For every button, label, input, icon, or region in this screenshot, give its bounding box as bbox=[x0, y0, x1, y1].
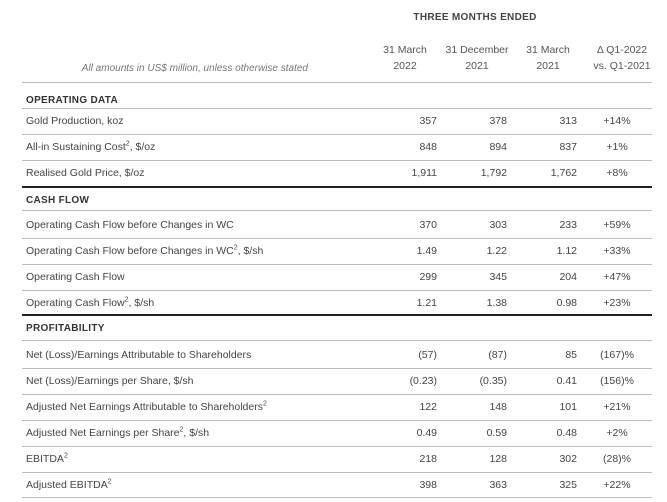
value-q1-2022: 1,911 bbox=[411, 167, 437, 179]
value-q4-2021: 0.59 bbox=[486, 427, 507, 439]
row-label-suffix: , $/sh bbox=[237, 245, 264, 257]
value-q1-2022: 299 bbox=[419, 271, 437, 283]
value-q1-2021: 85 bbox=[565, 349, 577, 361]
value-q1-2021: 313 bbox=[559, 115, 577, 127]
row-label-text: Adjusted Net Earnings per Share bbox=[26, 427, 180, 439]
value-q1-2022: (0.23) bbox=[409, 375, 437, 387]
row-label bbox=[26, 401, 267, 413]
row-label-text: Realised Gold Price, $/oz bbox=[26, 167, 145, 179]
value-q1-2021: 302 bbox=[559, 453, 577, 465]
value-change: (156)% bbox=[600, 375, 634, 387]
value-q1-2022: (57) bbox=[418, 349, 437, 361]
row-label-text: Gold Production, koz bbox=[26, 115, 124, 127]
value-change: +2% bbox=[606, 427, 628, 439]
units-note: All amounts in US$ million, unless otherwise stated bbox=[81, 63, 308, 74]
value-q4-2021: 378 bbox=[489, 115, 507, 127]
value-q4-2021: (87) bbox=[488, 349, 507, 361]
footnote-marker: 2 bbox=[179, 426, 184, 434]
row-label bbox=[26, 297, 154, 309]
table-row bbox=[22, 134, 652, 160]
table-row bbox=[22, 342, 652, 368]
value-q1-2021: 325 bbox=[559, 479, 577, 491]
value-q4-2021: 148 bbox=[489, 401, 507, 413]
footnote-marker: 2 bbox=[63, 452, 68, 460]
row-label-text: Adjusted Net Earnings Attributable to Shareholders bbox=[26, 401, 263, 413]
footnote-marker: 2 bbox=[233, 244, 238, 252]
row-label bbox=[26, 141, 155, 153]
column-header-line1: 31 March bbox=[526, 44, 570, 56]
table-row bbox=[22, 160, 652, 186]
value-change: +21% bbox=[603, 401, 631, 413]
row-label bbox=[26, 219, 234, 231]
row-label-text: Adjusted EBITDA bbox=[26, 479, 108, 491]
section-title: CASH FLOW bbox=[26, 195, 90, 206]
row-label-text: Operating Cash Flow before Changes in WC bbox=[26, 219, 234, 231]
column-header-line2: 2022 bbox=[393, 60, 417, 72]
footnote-marker: 2 bbox=[124, 296, 129, 304]
value-q4-2021: 363 bbox=[489, 479, 507, 491]
value-q4-2021: 1,792 bbox=[480, 167, 507, 179]
column-header-line2: 2021 bbox=[465, 60, 489, 72]
value-change: +22% bbox=[603, 479, 631, 491]
row-label bbox=[26, 427, 209, 439]
value-q1-2022: 357 bbox=[419, 115, 437, 127]
column-header-line1: Δ Q1-2022 bbox=[596, 44, 648, 56]
section-heading-profitability bbox=[22, 316, 652, 342]
row-label bbox=[26, 349, 251, 361]
row-label bbox=[26, 479, 112, 491]
value-q1-2022: 1.49 bbox=[416, 245, 437, 257]
value-q4-2021: 1.38 bbox=[486, 297, 507, 309]
table-row bbox=[22, 264, 652, 290]
row-label-suffix: , $/sh bbox=[128, 297, 155, 309]
value-change: +1% bbox=[606, 141, 628, 153]
row-label bbox=[26, 375, 194, 387]
value-change: (167)% bbox=[600, 349, 634, 361]
value-q1-2022: 218 bbox=[419, 453, 437, 465]
value-q1-2022: 370 bbox=[419, 219, 437, 231]
row-label-text: EBITDA bbox=[26, 453, 64, 465]
table-row bbox=[22, 472, 652, 498]
value-q1-2022: 398 bbox=[419, 479, 437, 491]
row-label-text: Net (Loss)/Earnings per Share, $/sh bbox=[26, 375, 194, 387]
divider bbox=[22, 210, 652, 211]
section-title: PROFITABILITY bbox=[26, 323, 105, 334]
divider bbox=[22, 497, 652, 498]
value-q1-2021: 837 bbox=[559, 141, 577, 153]
table-row bbox=[22, 446, 652, 472]
row-label-text: Operating Cash Flow bbox=[26, 297, 125, 309]
value-q4-2021: 345 bbox=[489, 271, 507, 283]
column-header-line2: 2021 bbox=[536, 60, 560, 72]
row-label bbox=[26, 271, 125, 283]
section-title: OPERATING DATA bbox=[26, 95, 118, 106]
row-label-suffix: , $/oz bbox=[129, 141, 156, 153]
column-header-line1: 31 December bbox=[445, 44, 509, 56]
value-q1-2021: 0.48 bbox=[556, 427, 577, 439]
divider bbox=[22, 82, 652, 83]
value-change: +23% bbox=[603, 297, 631, 309]
value-change: +14% bbox=[603, 115, 631, 127]
value-q1-2021: 204 bbox=[559, 271, 577, 283]
footnote-marker: 2 bbox=[125, 140, 130, 148]
table-group-title: THREE MONTHS ENDED bbox=[413, 12, 537, 23]
footnote-marker: 2 bbox=[107, 478, 112, 486]
value-q1-2021: 0.41 bbox=[556, 375, 577, 387]
divider bbox=[22, 340, 652, 341]
row-label bbox=[26, 115, 123, 127]
value-q1-2022: 1.21 bbox=[416, 297, 437, 309]
value-change: +33% bbox=[603, 245, 631, 257]
table-row bbox=[22, 368, 652, 394]
column-header-line1: 31 March bbox=[383, 44, 427, 56]
value-change: (28)% bbox=[602, 453, 631, 465]
row-label-suffix: , $/sh bbox=[183, 427, 210, 439]
value-q4-2021: (0.35) bbox=[479, 375, 507, 387]
value-q1-2021: 101 bbox=[559, 401, 577, 413]
value-q1-2022: 0.49 bbox=[416, 427, 437, 439]
table-row bbox=[22, 108, 652, 134]
row-label bbox=[26, 167, 144, 179]
table-row bbox=[22, 394, 652, 420]
table-row bbox=[22, 290, 652, 316]
value-q1-2021: 1,762 bbox=[550, 167, 577, 179]
row-label-text: Net (Loss)/Earnings Attributable to Shareholders bbox=[26, 349, 252, 361]
table-row bbox=[22, 238, 652, 264]
value-q4-2021: 1.22 bbox=[486, 245, 507, 257]
value-q1-2022: 848 bbox=[419, 141, 437, 153]
row-label bbox=[26, 245, 263, 257]
table-row bbox=[22, 212, 652, 238]
value-q1-2022: 122 bbox=[419, 401, 437, 413]
column-header-change bbox=[577, 42, 667, 74]
value-q1-2021: 233 bbox=[559, 219, 577, 231]
footnote-marker: 2 bbox=[262, 400, 267, 408]
row-label bbox=[26, 453, 68, 465]
table-row bbox=[22, 420, 652, 446]
value-q4-2021: 894 bbox=[489, 141, 507, 153]
row-label-text: Operating Cash Flow before Changes in WC bbox=[26, 245, 234, 257]
value-q1-2021: 1.12 bbox=[556, 245, 577, 257]
row-label-text: All-in Sustaining Cost bbox=[26, 141, 126, 153]
row-label-text: Operating Cash Flow bbox=[26, 271, 125, 283]
value-change: +47% bbox=[603, 271, 631, 283]
column-header-line2: vs. Q1-2021 bbox=[593, 60, 651, 72]
value-q1-2021: 0.98 bbox=[556, 297, 577, 309]
value-q4-2021: 128 bbox=[489, 453, 507, 465]
value-q4-2021: 303 bbox=[489, 219, 507, 231]
value-change: +59% bbox=[603, 219, 631, 231]
value-change: +8% bbox=[606, 167, 628, 179]
